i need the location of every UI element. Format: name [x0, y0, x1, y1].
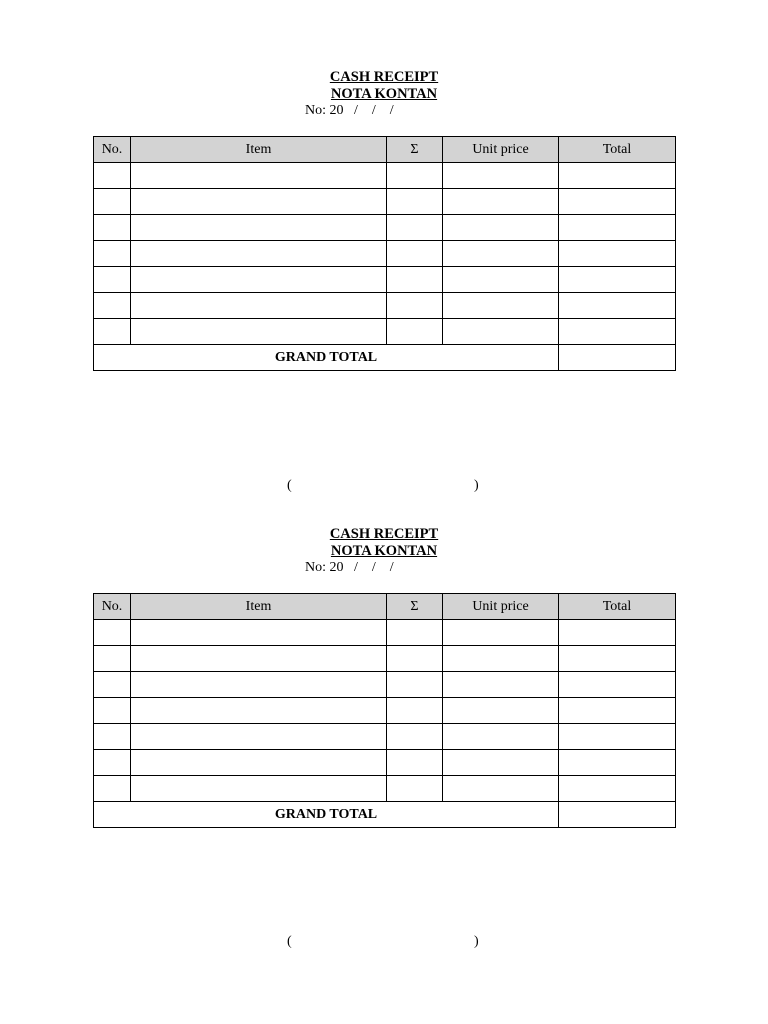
cell-unit-price[interactable] — [443, 698, 559, 724]
cell-quantity[interactable] — [387, 724, 443, 750]
cell-total[interactable] — [559, 750, 676, 776]
grand-total-row — [94, 802, 676, 828]
cell-unit-price[interactable] — [443, 646, 559, 672]
cell-no[interactable] — [94, 672, 131, 698]
cell-no[interactable] — [94, 698, 131, 724]
col-header-unit-price: Unit price — [443, 594, 559, 620]
items-table — [93, 593, 676, 828]
grand-total-row — [94, 345, 676, 371]
col-header-item: Item — [131, 594, 387, 620]
table-row — [94, 241, 676, 267]
cell-unit-price[interactable] — [443, 620, 559, 646]
cell-item[interactable] — [131, 672, 387, 698]
col-header-quantity: Σ — [387, 137, 443, 163]
cell-no[interactable] — [94, 319, 131, 345]
cell-item[interactable] — [131, 189, 387, 215]
cell-total[interactable] — [559, 698, 676, 724]
receipt-number: No: 20 / / / — [305, 103, 394, 118]
cell-total[interactable] — [559, 319, 676, 345]
cell-no[interactable] — [94, 163, 131, 189]
table-header-row — [94, 594, 676, 620]
grand-total-label: GRAND TOTAL — [94, 345, 559, 371]
signature-close-paren: ) — [474, 478, 479, 493]
receipt-subtitle: NOTA KONTAN — [330, 86, 438, 102]
table-row — [94, 293, 676, 319]
cell-item[interactable] — [131, 241, 387, 267]
table-row — [94, 672, 676, 698]
items-table — [93, 136, 676, 371]
cell-no[interactable] — [94, 620, 131, 646]
table-row — [94, 724, 676, 750]
cell-item[interactable] — [131, 724, 387, 750]
cell-unit-price[interactable] — [443, 672, 559, 698]
cell-total[interactable] — [559, 241, 676, 267]
cell-item[interactable] — [131, 646, 387, 672]
cell-total[interactable] — [559, 776, 676, 802]
grand-total-value[interactable] — [559, 345, 676, 371]
table-row — [94, 776, 676, 802]
table-row — [94, 620, 676, 646]
cell-quantity[interactable] — [387, 163, 443, 189]
cell-quantity[interactable] — [387, 293, 443, 319]
cell-quantity[interactable] — [387, 672, 443, 698]
cell-total[interactable] — [559, 672, 676, 698]
grand-total-label: GRAND TOTAL — [94, 802, 559, 828]
cell-item[interactable] — [131, 215, 387, 241]
cell-unit-price[interactable] — [443, 215, 559, 241]
cell-quantity[interactable] — [387, 698, 443, 724]
cell-no[interactable] — [94, 267, 131, 293]
col-header-unit-price: Unit price — [443, 137, 559, 163]
cell-total[interactable] — [559, 724, 676, 750]
cell-no[interactable] — [94, 293, 131, 319]
cell-quantity[interactable] — [387, 241, 443, 267]
cell-item[interactable] — [131, 293, 387, 319]
cell-total[interactable] — [559, 163, 676, 189]
cell-total[interactable] — [559, 189, 676, 215]
cell-quantity[interactable] — [387, 215, 443, 241]
cell-quantity[interactable] — [387, 189, 443, 215]
cell-quantity[interactable] — [387, 750, 443, 776]
cell-no[interactable] — [94, 750, 131, 776]
signature-close-paren: ) — [474, 934, 479, 949]
col-header-no: No. — [94, 137, 131, 163]
table-header-row — [94, 137, 676, 163]
cell-unit-price[interactable] — [443, 319, 559, 345]
cell-item[interactable] — [131, 698, 387, 724]
cell-item[interactable] — [131, 750, 387, 776]
signature-open-paren: ( — [287, 478, 292, 493]
cell-unit-price[interactable] — [443, 163, 559, 189]
cell-unit-price[interactable] — [443, 241, 559, 267]
table-row — [94, 189, 676, 215]
cell-no[interactable] — [94, 646, 131, 672]
cell-total[interactable] — [559, 293, 676, 319]
cell-quantity[interactable] — [387, 776, 443, 802]
table-row — [94, 215, 676, 241]
cell-item[interactable] — [131, 163, 387, 189]
col-header-total: Total — [559, 594, 676, 620]
table-row — [94, 267, 676, 293]
cell-total[interactable] — [559, 267, 676, 293]
cell-no[interactable] — [94, 776, 131, 802]
table-row — [94, 698, 676, 724]
col-header-no: No. — [94, 594, 131, 620]
grand-total-value[interactable] — [559, 802, 676, 828]
col-header-quantity: Σ — [387, 594, 443, 620]
cell-item[interactable] — [131, 776, 387, 802]
cell-quantity[interactable] — [387, 620, 443, 646]
cell-unit-price[interactable] — [443, 189, 559, 215]
cell-no[interactable] — [94, 241, 131, 267]
cell-total[interactable] — [559, 646, 676, 672]
cell-total[interactable] — [559, 215, 676, 241]
cell-no[interactable] — [94, 189, 131, 215]
table-row — [94, 646, 676, 672]
cell-unit-price[interactable] — [443, 750, 559, 776]
receipt-subtitle: NOTA KONTAN — [330, 543, 438, 559]
cell-no[interactable] — [94, 215, 131, 241]
cell-unit-price[interactable] — [443, 267, 559, 293]
cell-unit-price[interactable] — [443, 776, 559, 802]
signature-open-paren: ( — [287, 934, 292, 949]
receipt-number: No: 20 / / / — [305, 560, 394, 575]
table-row — [94, 163, 676, 189]
table-row — [94, 750, 676, 776]
col-header-item: Item — [131, 137, 387, 163]
cell-quantity[interactable] — [387, 267, 443, 293]
cell-item[interactable] — [131, 319, 387, 345]
cell-item[interactable] — [131, 267, 387, 293]
table-row — [94, 319, 676, 345]
cell-unit-price[interactable] — [443, 724, 559, 750]
cell-quantity[interactable] — [387, 319, 443, 345]
cell-quantity[interactable] — [387, 646, 443, 672]
cell-total[interactable] — [559, 620, 676, 646]
cell-no[interactable] — [94, 724, 131, 750]
cell-item[interactable] — [131, 620, 387, 646]
receipt-title: CASH RECEIPT — [329, 526, 439, 542]
col-header-total: Total — [559, 137, 676, 163]
cell-unit-price[interactable] — [443, 293, 559, 319]
receipt-title: CASH RECEIPT — [329, 69, 439, 85]
